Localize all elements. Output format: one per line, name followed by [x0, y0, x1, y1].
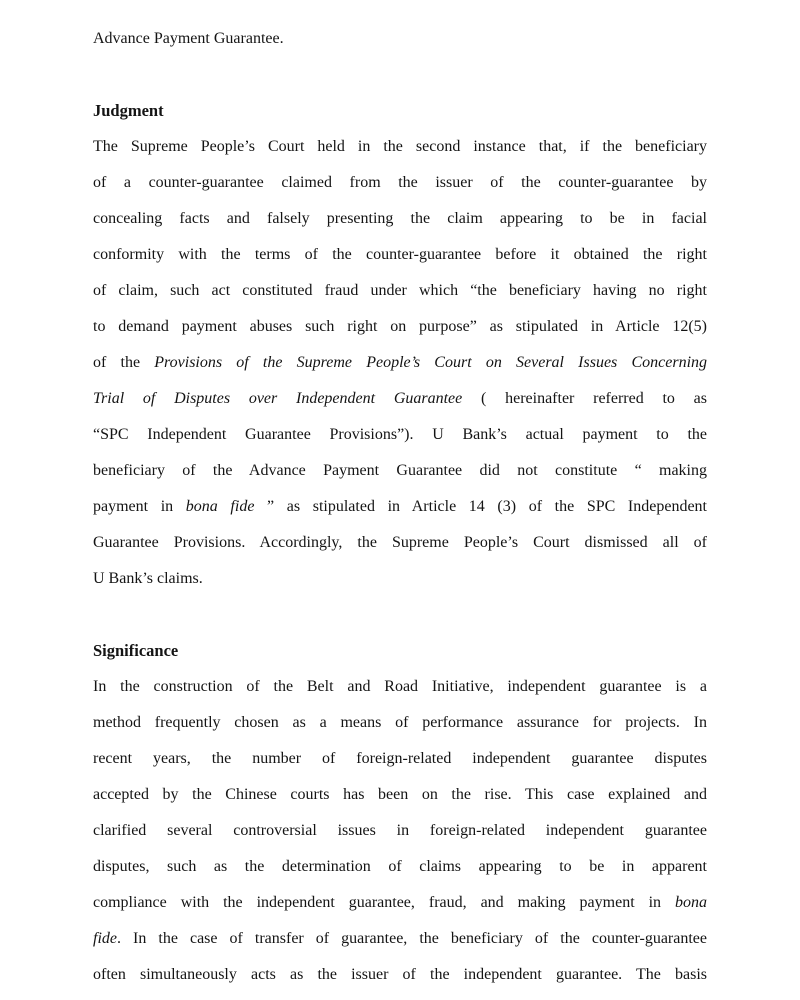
text-line — [93, 849, 707, 885]
text-segment: In the construction of the Belt and Road Initiative, independent guarantee is a — [93, 678, 707, 695]
text-segment: method frequently chosen as a means of performance assurance for projects. In — [93, 714, 707, 731]
text-line — [93, 885, 707, 921]
text-line — [93, 705, 707, 741]
document-section — [93, 93, 707, 597]
italic-text-segment: Trial of Disputes over Independent Guarantee — [93, 390, 463, 407]
text-segment: beneficiary of the Advance Payment Guarantee did not constitute “ making — [93, 462, 707, 479]
italic-text-segment: bona fide — [185, 498, 255, 515]
section-paragraph — [93, 129, 707, 597]
text-line — [93, 525, 707, 561]
text-line — [93, 813, 707, 849]
text-line — [93, 921, 707, 957]
italic-text-segment: Provisions of the Supreme People’s Court on Several Issues Concerning — [154, 354, 708, 371]
text-line — [93, 957, 707, 993]
text-segment: of claim, such act constituted fraud under which “the beneficiary having no right — [93, 282, 707, 299]
section-heading: Judgment — [93, 101, 164, 120]
text-segment: of the — [93, 354, 155, 371]
text-segment: recent years, the number of foreign-related independent guarantee disputes — [93, 750, 707, 767]
text-segment: accepted by the Chinese courts has been on the rise. This case explained and — [93, 786, 707, 803]
section-paragraph — [93, 669, 707, 993]
text-line — [93, 417, 707, 453]
italic-text-segment: fide — [93, 930, 117, 947]
text-line — [93, 741, 707, 777]
document-section — [93, 633, 707, 993]
text-line — [93, 669, 707, 705]
text-segment: Guarantee Provisions. Accordingly, the Supreme People’s Court dismissed all of — [93, 534, 707, 551]
text-line — [93, 201, 707, 237]
text-segment: . In the case of transfer of guarantee, the beneficiary of the counter-guarantee — [117, 930, 707, 947]
text-segment: compliance with the independent guarantee, fraud, and making payment in — [93, 894, 675, 911]
text-line — [93, 381, 707, 417]
text-line — [93, 345, 707, 381]
sections-container — [93, 93, 707, 993]
text-line — [93, 129, 707, 165]
text-segment: U Bank’s claims. — [93, 570, 203, 587]
text-line — [93, 165, 707, 201]
text-segment: often simultaneously acts as the issuer of the independent guarantee. The basis — [93, 966, 707, 983]
text-segment: The Supreme People’s Court held in the second instance that, if the beneficiary — [93, 138, 707, 155]
text-line — [93, 309, 707, 345]
carryover-paragraph-line: Advance Payment Guarantee. — [93, 30, 284, 47]
text-line — [93, 777, 707, 813]
text-line — [93, 561, 707, 597]
text-line — [93, 489, 707, 525]
text-segment: to demand payment abuses such right on purpose” as stipulated in Article 12(5) — [93, 318, 707, 335]
text-segment: of a counter-guarantee claimed from the issuer of the counter-guarantee by — [93, 174, 707, 191]
text-segment: clarified several controversial issues in foreign-related independent guarantee — [93, 822, 707, 839]
text-segment: conformity with the terms of the counter-guarantee before it obtained the right — [93, 246, 707, 263]
section-heading: Significance — [93, 641, 179, 660]
text-segment: ( hereinafter referred to as — [462, 390, 708, 407]
text-segment: concealing facts and falsely presenting the claim appearing to be in facial — [93, 210, 707, 227]
text-segment: disputes, such as the determination of claims appearing to be in apparent — [93, 858, 707, 875]
text-segment: “SPC Independent Guarantee Provisions”). U Bank’s actual payment to the — [93, 426, 707, 443]
text-line — [93, 273, 707, 309]
text-line — [93, 453, 707, 489]
text-segment: ” as stipulated in Article 14 (3) of the SPC Independent — [254, 498, 707, 515]
text-line — [93, 237, 707, 273]
italic-text-segment: bona — [675, 894, 707, 911]
text-segment: payment in — [93, 498, 186, 515]
